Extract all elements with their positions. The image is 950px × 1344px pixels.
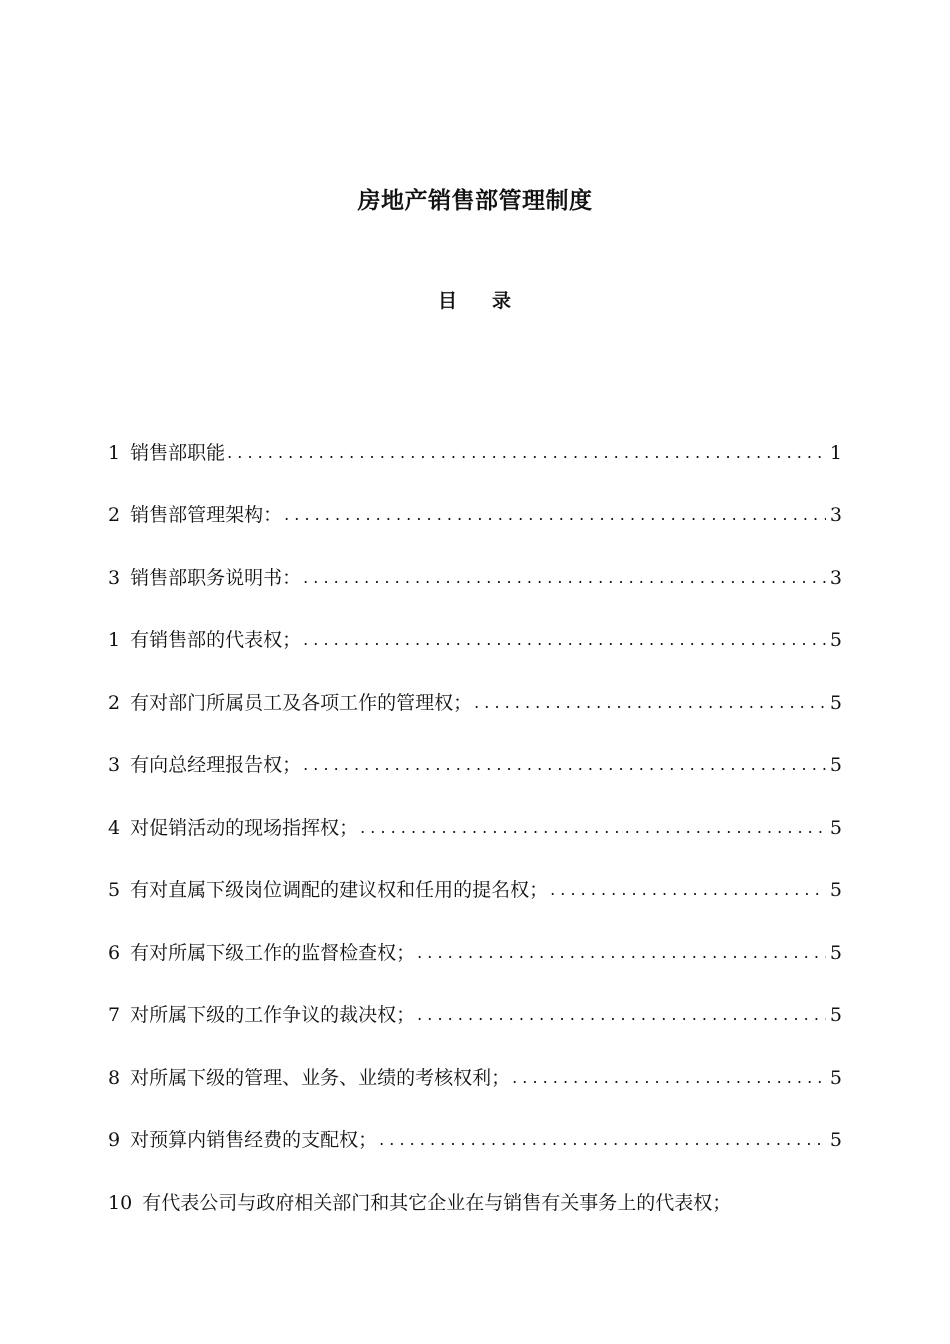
toc-entry-text: 有向总经理报告权；: [130, 754, 302, 776]
toc-entry-text: 销售部职务说明书：: [130, 566, 302, 589]
toc-entry-page: 5: [829, 941, 842, 964]
toc-dot-leader: [510, 1060, 826, 1096]
toc-entry-number: 2: [108, 504, 121, 526]
toc-entry-text: 有销售部的代表权；: [130, 629, 302, 651]
toc-entry[interactable]: [108, 471, 842, 534]
toc-entry-text: 销售部管理架构：: [130, 504, 283, 526]
toc-entry-number: 8: [108, 1066, 121, 1089]
toc-entry-text: 有对所属下级工作的监督检查权；: [130, 941, 416, 964]
toc-dot-leader: [472, 685, 826, 721]
toc-heading: [0, 286, 950, 316]
toc-entry-text: 对促销活动的现场指挥权；: [130, 816, 359, 839]
toc-entry-page: 5: [829, 1066, 842, 1089]
toc-entry-number: 1: [108, 441, 121, 464]
toc-entry-text: 销售部职能: [130, 441, 226, 464]
toc-entry-number: 4: [108, 816, 121, 839]
toc-dot-leader: [301, 560, 826, 596]
toc-entry-page: 5: [829, 691, 842, 714]
toc-entry[interactable]: [108, 596, 842, 659]
toc-dot-leader: [548, 872, 826, 908]
toc-dot-leader: [415, 935, 826, 971]
toc-entry-number: 2: [108, 691, 121, 714]
toc-entry-page: 5: [829, 816, 842, 839]
toc-entry-page: 5: [829, 879, 842, 901]
toc-entry-page: 1: [829, 441, 842, 464]
toc-dot-leader: [301, 747, 826, 783]
toc-entry-number: 3: [108, 754, 121, 776]
toc-entry-text: 有对直属下级岗位调配的建议权和任用的提名权；: [130, 879, 549, 901]
toc-entry[interactable]: [108, 846, 842, 909]
table-of-contents: [108, 408, 842, 1221]
toc-entry-text: 有对部门所属员工及各项工作的管理权；: [130, 691, 473, 714]
toc-entry[interactable]: [108, 908, 842, 971]
toc-entry-text: 对所属下级的工作争议的裁决权；: [130, 1004, 416, 1026]
toc-entry-page: 3: [829, 566, 842, 589]
toc-entry-page: 5: [829, 754, 842, 776]
toc-dot-leader: [282, 497, 826, 533]
toc-entry[interactable]: [108, 1096, 842, 1159]
toc-entry-number: 6: [108, 941, 121, 964]
toc-entry-page: 5: [829, 1129, 842, 1151]
toc-entry-number: 3: [108, 566, 121, 589]
toc-entry-number: 9: [108, 1129, 121, 1151]
toc-entry-number: 5: [108, 879, 121, 901]
toc-entry[interactable]: [108, 721, 842, 784]
toc-entry[interactable]: [108, 1033, 842, 1096]
toc-entry-text: 有代表公司与政府相关部门和其它企业在与销售有关事务上的代表权；: [142, 1191, 732, 1214]
toc-entry-page: 5: [829, 629, 842, 651]
toc-entry-number: 10: [108, 1191, 133, 1214]
toc-entry[interactable]: [108, 783, 842, 846]
toc-heading-right: 录: [492, 290, 513, 312]
toc-entry[interactable]: [108, 971, 842, 1034]
toc-entry-text: 对所属下级的管理、业务、业绩的考核权利；: [130, 1066, 511, 1089]
toc-entry-page: 5: [829, 1004, 842, 1026]
toc-entry[interactable]: [108, 1158, 842, 1221]
toc-entry-text: 对预算内销售经费的支配权；: [130, 1129, 378, 1151]
toc-entry[interactable]: [108, 408, 842, 471]
toc-dot-leader: [225, 435, 826, 471]
toc-dot-leader: [415, 997, 826, 1033]
toc-entry-number: 7: [108, 1004, 121, 1026]
toc-entry[interactable]: [108, 658, 842, 721]
toc-entry-page: 3: [829, 504, 842, 526]
toc-entry[interactable]: [108, 533, 842, 596]
toc-entry-number: 1: [108, 629, 121, 651]
document-title: 房地产销售部管理制度: [357, 188, 593, 214]
toc-dot-leader: [358, 810, 826, 846]
toc-dot-leader: [377, 1122, 826, 1158]
toc-heading-left: 目: [437, 290, 458, 312]
toc-dot-leader: [301, 622, 826, 658]
